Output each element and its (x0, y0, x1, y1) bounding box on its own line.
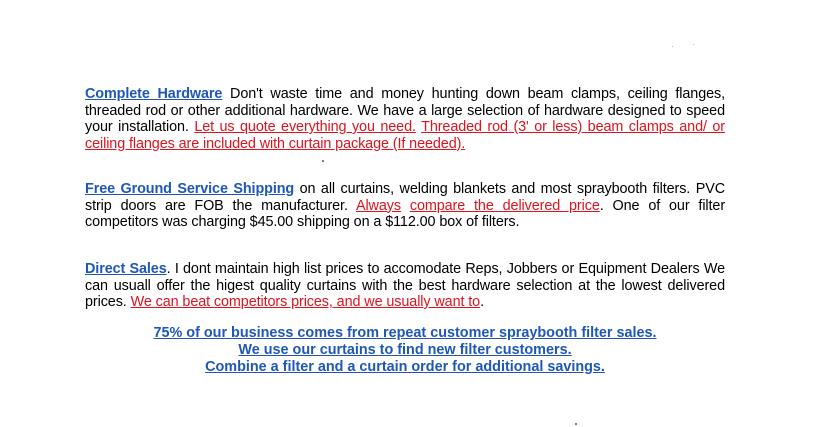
free-shipping-text-2: . One of our filter competitors was charging $45.00 shipping on a $112.00 box of filters. (85, 197, 726, 230)
closing-line-2: We use our curtains to find new filter customers. (238, 342, 572, 358)
beat-competitors-note: We can beat competitors prices, and we usually want to (130, 294, 481, 310)
free-shipping-text: on all curtains, welding blankets and most spraybooth filters. PVC strip doors are FOB the manufacturer. (85, 181, 725, 214)
complete-hardware-text: Don't waste time and money hunting down beam clamps, ceiling flanges, threaded rod or other additional hardware. We have a large selection of hardware designed to speed your installation. (85, 86, 726, 135)
compare-price-note: compare the delivered price (409, 197, 600, 214)
direct-sales-heading: Direct Sales (85, 261, 167, 277)
complete-hardware-heading: Complete Hardware (85, 86, 223, 102)
closing-line-3: Combine a filter and a curtain order for additional savings. (205, 359, 605, 375)
scan-speck (575, 423, 577, 425)
always-note: Always (355, 197, 401, 214)
quote-everything-note: Let us quote everything you need. (194, 119, 416, 135)
closing-line-1: 75% of our business comes from repeat customer spraybooth filter sales. (153, 325, 657, 341)
complete-hardware-paragraph (85, 86, 725, 152)
scan-speck (322, 160, 324, 162)
direct-sales-paragraph (85, 261, 725, 311)
direct-sales-text-2: . (480, 294, 484, 310)
scan-speck (693, 44, 694, 45)
included-hardware-note: Threaded rod (3' or less) beam clamps and/ or ceiling flanges are included with curtain package (If needed). (85, 119, 725, 152)
direct-sales-text: . I dont maintain high list prices to accomodate Reps, Jobbers or Equipment Dealers We can usuall offer the higest quality curtains with the best hardware selection at the lowest delivered prices. (85, 261, 725, 310)
scan-speck (672, 46, 673, 47)
free-shipping-heading: Free Ground Service Shipping (85, 181, 295, 197)
closing-statement (100, 325, 710, 376)
free-shipping-paragraph (85, 181, 725, 231)
